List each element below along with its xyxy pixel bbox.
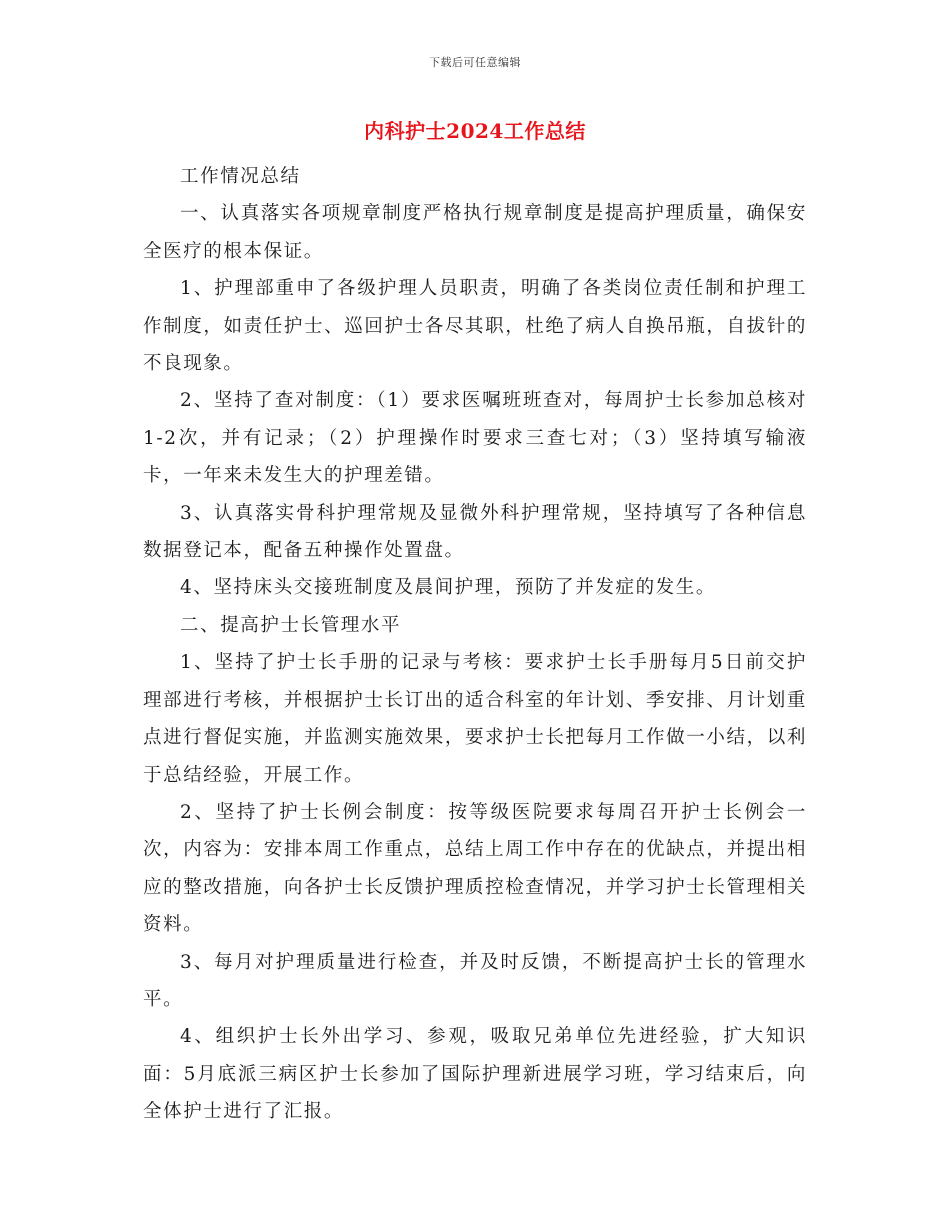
paragraph: 4、坚持床头交接班制度及晨间护理，预防了并发症的发生。 — [180, 577, 716, 599]
paragraph: 一、认真落实各项规章制度严格执行规章制度是提高护理质量，确保安全医疗的根本保证。 — [143, 203, 807, 262]
paragraph: 1、坚持了护士长手册的记录与考核：要求护士长手册每月5日前交护理部进行考核，并根据护士长订出的适合科室的年计划、季安排、月计划重点进行督促实施，并监测实施效果，要求护士长把每月工作做一小结，以利于总结经验，开展工作。 — [143, 652, 807, 786]
paragraph: 3、认真落实骨科护理常规及显微外科护理常规，坚持填写了各种信息数据登记本，配备五种操作处置盘。 — [143, 502, 807, 562]
document-body — [143, 158, 807, 1131]
paragraph: 1、护理部重申了各级护理人员职责，明确了各类岗位责任制和护理工作制度，如责任护士、巡回护士各尽其职，杜绝了病人自换吊瓶，自拔针的不良现象。 — [143, 278, 807, 375]
section-heading-work-summary: 工作情况总结 — [180, 166, 301, 187]
header-note: 下载后可任意编辑 — [429, 56, 521, 69]
paragraph: 4、组织护士长外出学习、参观，吸取兄弟单位先进经验，扩大知识面：5月底派三病区护士长参加了国际护理新进展学习班，学习结束后，向全体护士进行了汇报。 — [143, 1026, 807, 1123]
section-heading: 二、提高护士长管理水平 — [180, 614, 402, 636]
paragraph: 2、坚持了查对制度：（1）要求医嘱班班查对，每周护士长参加总核对1-2次，并有记录；（2）护理操作时要求三查七对；（3）坚持填写输液卡，一年来未发生大的护理差错。 — [143, 390, 807, 487]
paragraph: 2、坚持了护士长例会制度：按等级医院要求每周召开护士长例会一次，内容为：安排本周工作重点，总结上周工作中存在的优缺点，并提出相应的整改措施，向各护士长反馈护理质控检查情况，并学习护士长管理相关资料。 — [143, 801, 807, 936]
document-title: 内科护士2024工作总结 — [364, 119, 586, 143]
paragraph: 3、每月对护理质量进行检查，并及时反馈，不断提高护士长的管理水平。 — [143, 951, 807, 1010]
